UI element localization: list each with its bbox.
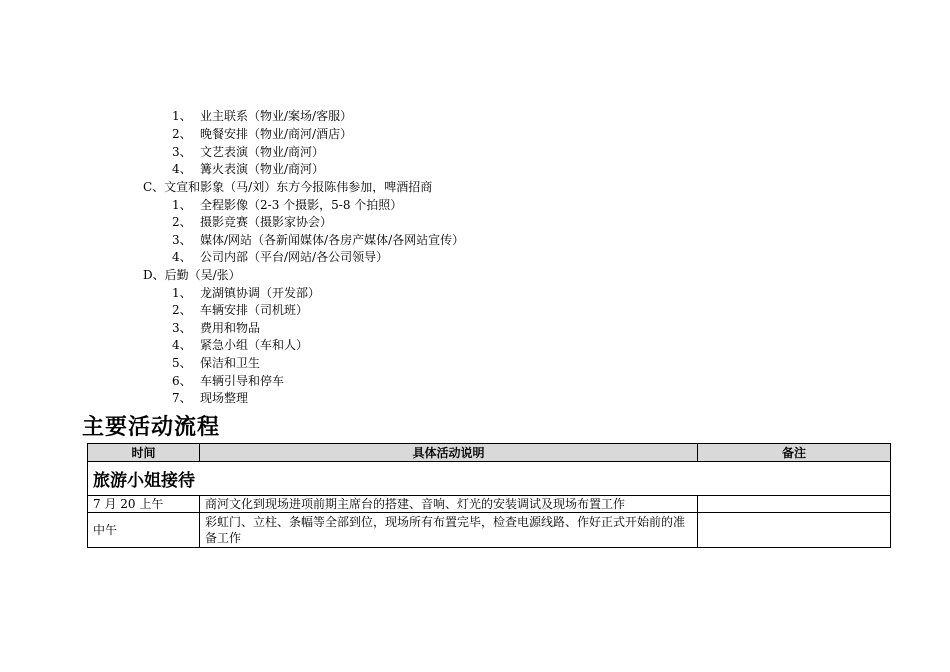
item-text: 全程影像（2-3 个摄影，5-8 个拍照） (200, 198, 403, 212)
outline-item (172, 302, 308, 318)
item-text: 保洁和卫生 (200, 356, 261, 370)
time-cell: 中午 (88, 513, 200, 548)
note-cell (698, 513, 891, 548)
outline-heading (143, 179, 432, 195)
heading-text: C、文宣和影象（马/刘）东方今报陈伟参加，啤酒招商 (143, 180, 433, 194)
outline-item (172, 373, 284, 389)
item-text: 现场整理 (200, 391, 249, 405)
item-number: 2、 (172, 303, 192, 317)
outline-item (172, 355, 260, 371)
item-text: 业主联系（物业/案场/客服） (200, 109, 353, 123)
item-number: 3、 (172, 145, 192, 159)
description-cell: 彩虹门、立柱、条幅等全部到位，现场所有布置完毕，检查电源线路、作好正式开始前的准备工作 (200, 513, 698, 548)
item-text: 龙湖镇协调（开发部） (200, 286, 321, 300)
outline-item (172, 214, 332, 230)
table-row (88, 513, 891, 548)
outline-item (172, 232, 464, 248)
table-header-row (88, 444, 891, 462)
header-description: 具体活动说明 (200, 444, 698, 462)
item-number: 1、 (172, 286, 192, 300)
header-note: 备注 (698, 444, 891, 462)
outline-item (172, 249, 388, 265)
section-title: 主要活动流程 (82, 414, 221, 440)
item-number: 4、 (172, 250, 192, 264)
outline-heading (143, 267, 241, 283)
item-text: 文艺表演（物业/商河） (200, 145, 325, 159)
item-text: 摄影竞赛（摄影家协会） (200, 215, 333, 229)
item-number: 4、 (172, 162, 192, 176)
outline-item (172, 337, 308, 353)
item-text: 公司内部（平台/网站/各公司领导） (200, 250, 389, 264)
outline-item (172, 285, 320, 301)
outline-item (172, 144, 324, 160)
item-number: 7、 (172, 391, 192, 405)
item-number: 1、 (172, 198, 192, 212)
item-text: 费用和物品 (200, 321, 261, 335)
table-row (88, 496, 891, 513)
item-number: 6、 (172, 374, 192, 388)
item-number: 3、 (172, 233, 192, 247)
item-text: 篝火表演（物业/商河） (200, 162, 325, 176)
schedule-table (87, 443, 891, 548)
outline-item (172, 390, 248, 406)
item-number: 1、 (172, 109, 192, 123)
item-number: 3、 (172, 321, 192, 335)
time-cell: 7 月 20 上午 (88, 496, 200, 513)
item-text: 晚餐安排（物业/商河/酒店） (200, 127, 353, 141)
outline-item (172, 108, 352, 124)
heading-text: D、后勤（吴/张） (143, 268, 241, 282)
item-number: 4、 (172, 338, 192, 352)
banner-cell: 旅游小姐接待 (88, 462, 891, 496)
item-text: 车辆安排（司机班） (200, 303, 309, 317)
item-text: 媒体/网站（各新闻媒体/各房产媒体/各网站宣传） (200, 233, 465, 247)
outline-item (172, 197, 402, 213)
item-text: 车辆引导和停车 (200, 374, 285, 388)
outline-item (172, 161, 324, 177)
header-time: 时间 (88, 444, 200, 462)
item-number: 2、 (172, 215, 192, 229)
item-number: 2、 (172, 127, 192, 141)
item-text: 紧急小组（车和人） (200, 338, 309, 352)
outline-item (172, 320, 260, 336)
banner-row (88, 462, 891, 496)
item-number: 5、 (172, 356, 192, 370)
outline-item (172, 126, 352, 142)
description-cell: 商河文化到现场进项前期主席台的搭建、音响、灯光的安装调试及现场布置工作 (200, 496, 698, 513)
note-cell (698, 496, 891, 513)
